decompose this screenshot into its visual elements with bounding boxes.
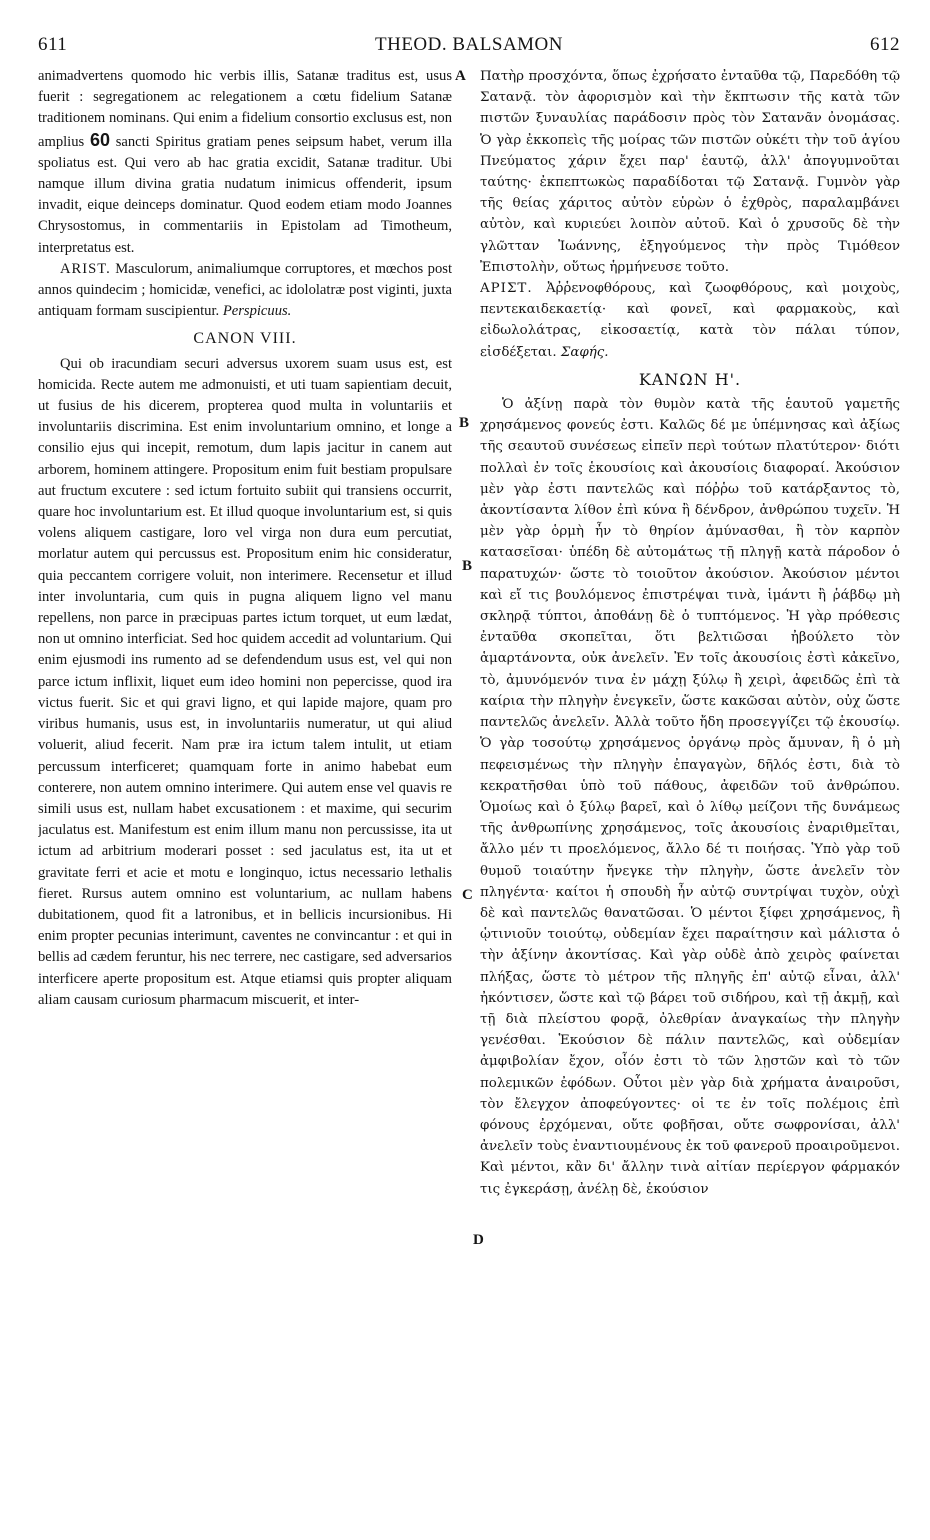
greek-arist-paragraph bbox=[480, 278, 900, 363]
latin-canon-text: Qui ob iracundiam securi adversus uxorem suam usus est, est homicida. Recte autem me admonuisti, et uti tuam sapientiam decuit, ut fusius de his dicerem, propterea quod multa in voluntariis et involuntariis discrimina. Est enim involuntarium omnino, et longe a consilio ejus qui incepit, remotum, dum lapis jacitur in canem aut arborem, hominem attingere. Propositum enim fuit bestiam propulsare aut fructum excutere : sed ictum fortuito subiit qui transiens occurrit, quare hoc involuntarium est. Et illud quoque involuntarium est, si quis volens aliquem castigare, loro vel virga non dura eum percutiat, morlatur autem qui percussus est. Propositum enim hic consideratur, quia peccantem corrigere voluit, non interimere. Recensetur et illud inter involuntaria, cum quis in pugna aliquem ligno vel manu repellens, non parce in præcipuas partes ictum torquet, ut eum lædat, non ut omnino interficiat. Sed hoc quidem accedit ad voluntarium. Qui enim ejusmodi ins rumento ad se defendendum usus est, vel qui non parce ictum inflixit, liquet eum ideo homini non pepercisse, quod ira victus fuerit. Sic et qui gravi ligno, et qui lapide majore, quam pro viribus humanis, usus est, in involuntariis numeratur, ut qui aliud voluerit, aliud fecerit. Nam præ ira ictum talem intulit, ut etiam percussum interficeret; quamquam forte in animo habebat eum conterere, non autem omnino interimere. Qui autem ense vel quavis re simili usus est, nullam habet excusationem : et maxime, qui securim jaculatus est. Manifestum est enim illum manu non percussisse, ita ut ictum ad arbitrium moderari posset : sed jaculatus est, ita ut et gravitate ferri et acie et motu e longinquo, ictus necessario lethalis fieret. Rursus autem omnino est voluntarium, ac nullam habens dubitationem, quod fit a latronibus, et in bellicis incursionibus. Hi enim propter pecunias interimunt, caventes ne convincantur : et qui in bellis ad cædem feruntur, his nec terrere, nec castigare, sed adversarios interficere aperte propositum est. Atque etiamsi quis propter aliquam aliam causam curiosum pharmacum miscuerit, et inter- bbox=[38, 355, 452, 1008]
greek-text: Ἀῤῥενοφθόρους, καὶ ζωοφθόρους, καὶ μοιχοὺς, πεντεκαιδεκαετίᾳ· καὶ φονεῖ, καὶ φαρμακοὺς, καὶ εἰδωλολάτρας, εἰκοσαετίᾳ, κατὰ τὸν πάλαι τύπον, εἰσδέξεται. bbox=[480, 281, 900, 360]
running-title: THEOD. BALSAMON bbox=[375, 34, 563, 55]
canon-heading-greek: ΚΑΝΩΝ Η'. bbox=[638, 369, 742, 389]
latin-text: sancti Spiritus gratiam penes seipsum habet, verum illa spoliatus est. Qui vero ab hac gratia excidit, Satanæ traditur. Ubi namque illum divina gratia nudatum inimicus offenderit, ipsum invadit, eique deinceps dominatur. Quod eodem etiam modo Joannes Chrysostomus, in commentariis in Epistolam ad Timotheum, interpretatus est. bbox=[38, 133, 452, 256]
latin-text: Masculorum, animaliumque corruptores, et mœchos post annos quindecim ; homicidæ, venefici, ac idololatræ post viginti, juxta antiquam formam suscipientur. bbox=[38, 260, 452, 320]
greek-verdict: Σαφής. bbox=[560, 344, 609, 360]
greek-paragraph: Πατὴρ προσχόντα, ὅπως ἐχρήσατο ἐνταῦθα τῷ, Παρεδόθη τῷ Σατανᾷ. τὸν ἀφορισμὸν καὶ τὴν ἔκπτωσιν τῆς κατὰ τῶν πιστῶν ξυναυλίας παράδοσιν πρὸς τὸν Σατανᾶν ὀνομάσας. Ὁ γὰρ ἐκκοπεὶς τῆς μοίρας τῶν πιστῶν οὐκέτι τὴν τοῦ ἁγίου Πνεύματος χάριν ἔχει παρ' ἑαυτῷ, ἀλλ' ἀπογυμνοῦται ταύτης· ἐκπεπτωκὼς παραδίδοται τῷ Σατανᾷ. Γυμνὸν γὰρ τῆς θείας χάριτος αὐτὸν εὑρὼν ὁ ἐχθρὸς, παραλαμβάνει αὐτὸν, καὶ κυριεύει λοιπὸν αὐτοῦ. Καὶ ὁ χρυσοῦς δὲ τὴν γλῶτταν Ἰωάννης, ἐξηγούμενος τὴν πρὸς Τιμόθεον Ἐπιστολὴν, οὕτως ἡρμήνευσε τοῦτο. bbox=[480, 69, 900, 275]
margin-marker-a: A bbox=[455, 68, 466, 84]
margin-marker-c: C bbox=[462, 887, 473, 903]
arist-label-greek: ΑΡΙΣΤ. bbox=[480, 281, 533, 297]
latin-paragraph bbox=[38, 66, 452, 259]
margin-marker-b-inline: B bbox=[462, 558, 473, 574]
latin-text: animadvertens quomodo hic verbis illis, Satanæ traditus est, usus fuerit : segregationem ac relegationem a cœtu fidelium Satanæ traditionem nominans. Qui enim a fidelium consortio exclusus est, non amplius bbox=[38, 68, 452, 150]
margin-marker-d: D bbox=[473, 1232, 484, 1248]
canon-heading-latin: CANON VIII. bbox=[193, 330, 297, 348]
latin-column bbox=[38, 66, 452, 1536]
running-header bbox=[38, 32, 900, 66]
latin-arist-paragraph bbox=[38, 259, 452, 323]
latin-verdict: Perspicuus. bbox=[222, 303, 292, 320]
margin-marker-b: B bbox=[459, 415, 470, 431]
column-number: 60 bbox=[89, 129, 110, 150]
arist-label: ARIST. bbox=[60, 260, 111, 277]
greek-column bbox=[480, 66, 900, 1536]
greek-canon-text: Ὁ ἀξίνῃ παρὰ τὸν θυμὸν κατὰ τῆς ἑαυτοῦ γαμετῆς χρησάμενος φονεύς ἐστι. Καλῶς δέ με ὑπέμνησας καὶ ἀξίως τῆς σεαυτοῦ συνέσεως εἰπεῖν περὶ τούτων πλατύτερον· διότι πολλαὶ ἐν τοῖς ἑκουσίοις καὶ ἀκουσίοις διαφοραί. Ἀκούσιον μὲν γὰρ ἐστι παντελῶς καὶ πόῤῥω τοῦ κατάρξαντος τὸ, ἀκοντίσαντα λίθον ἐπὶ κύνα ἢ δένδρον, ἀνθρώπου τυχεῖν. Ἡ μὲν γὰρ ὁρμὴ ἦν τὸ θηρίον ἀμύνασθαι, ἢ τὸν καρπὸν κατασεῖσαι· ὑπέδη δὲ αὐτομάτως τῇ πληγῇ κατὰ πάροδον ὁ παρατυχών· ὥστε τὸ τοιοῦτον ἀκούσιον. Ἀκούσιον μέντοι καὶ εἴ τις βουλόμενος ἐπιστρέψαι τινὰ, ἱμάντι ἢ ῥάβδῳ μὴ σκληρᾷ τύπτοι, ἀποθάνῃ δὲ ὁ τυπτόμενος. Ἡ γὰρ πρόθεσις ἐνταῦθα σκοπεῖται, ὅτι βελτιῶσαι ἠβούλετο τὸν ἁμαρτάνοντα, οὐκ ἀνελεῖν. Ἐν τοῖς ἀκουσίοις ἐστὶ κἀκεῖνο, τὸ, ἀμυνόμενόν τινα ἐν μάχῃ ξύλῳ ἢ χειρὶ, ἀφειδῶς ἐπὶ τὰ καίρια τὴν πληγὴν ἐνεγκεῖν, ὥστε κακῶσαι αὐτὸν, οὐχ ὥστε παντελῶς ἀνελεῖν. Ἀλλὰ τοῦτο ἤδη προσεγγίζει τῷ ἑκουσίῳ. Ὁ γὰρ τοσούτῳ χρησάμενος ὀργάνῳ πρὸς ἄμυναν, ἢ ὁ μὴ πεφεισμένως τὴν πληγὴν ἐπαγαγὼν, δῆλός ἐστι, διὰ τὸ κεκρατῆσθαι ὑπὸ τοῦ πάθους, ἀφειδῶν τοῦ ἀνθρώπου. Ὁμοίως καὶ ὁ ξύλῳ βαρεῖ, καὶ ὁ λίθῳ μείζονι τῆς δυνάμεως τῆς ἀνθρωπίνης χρησάμενος, τοῖς ἀκουσίοις ἐναριθμεῖται, ἄλλο μέν τι προελόμενος, ἄλλο δέ τι ποιήσας. Ὑπὸ γὰρ τοῦ θυμοῦ τοιαύτην ἤνεγκε τὴν πληγὴν, ὥστε ἀνελεῖν τὸν πληγέντα· καίτοι ἡ σπουδὴ ἦν αὐτῷ συντρίψαι τυχὸν, οὐχὶ δὲ καὶ παντελῶς θανατῶσαι. Ὁ μέντοι ξίφει χρησάμενος, ἢ ᾡτινιοῦν τοιούτῳ, οὐδεμίαν ἔχει παραίτησιν καὶ μάλιστα ὁ τὴν ἀξίνην ἀκοντίσας. Καὶ γὰρ οὐδὲ ἀπὸ χειρὸς φαίνεται πλήξας, ὥστε τὸ μέτρον τῆς πληγῆς ἐπ' αὐτῷ εἶναι, ἀλλ' ἠκόντισεν, ὥστε καὶ τῷ βάρει τοῦ σιδήρου, καὶ τῇ ἀκμῇ, καὶ τῇ διὰ πλείστου φορᾷ, ὀλεθρίαν ἀναγκαίως τὴν πληγὴν γενέσθαι. Ἑκούσιον δὲ πάλιν παντελῶς, καὶ οὐδεμίαν ἀμφιβολίαν ἔχον, οἷόν ἐστι τὸ τῶν λῃστῶν καὶ τὸ τῶν πολεμικῶν ἐφόδων. Οὗτοι μὲν γὰρ διὰ χρήματα ἀναιροῦσι, τὸν ἔλεγχον ἀποφεύγοντες· οἱ τε ἐν τοῖς πολέμοις ἐπὶ φόνους ἐρχόμεναι, οὔτε φοβῆσαι, οὔτε σωφρονίσαι, ἀλλ' ἀνελεῖν τοὺς ἐναντιουμένους ἐκ τοῦ φανεροῦ προαιροῦμενοι. Καὶ μέντοι, κἂν δι' ἄλλην τινὰ αἰτίαν περίεργον φάρμακόν τις ἐγκεράσῃ, ἀνέλῃ δὲ, ἑκούσιον bbox=[480, 397, 900, 1197]
page-number-left: 611 bbox=[38, 34, 68, 55]
page-number-right: 612 bbox=[870, 34, 900, 55]
